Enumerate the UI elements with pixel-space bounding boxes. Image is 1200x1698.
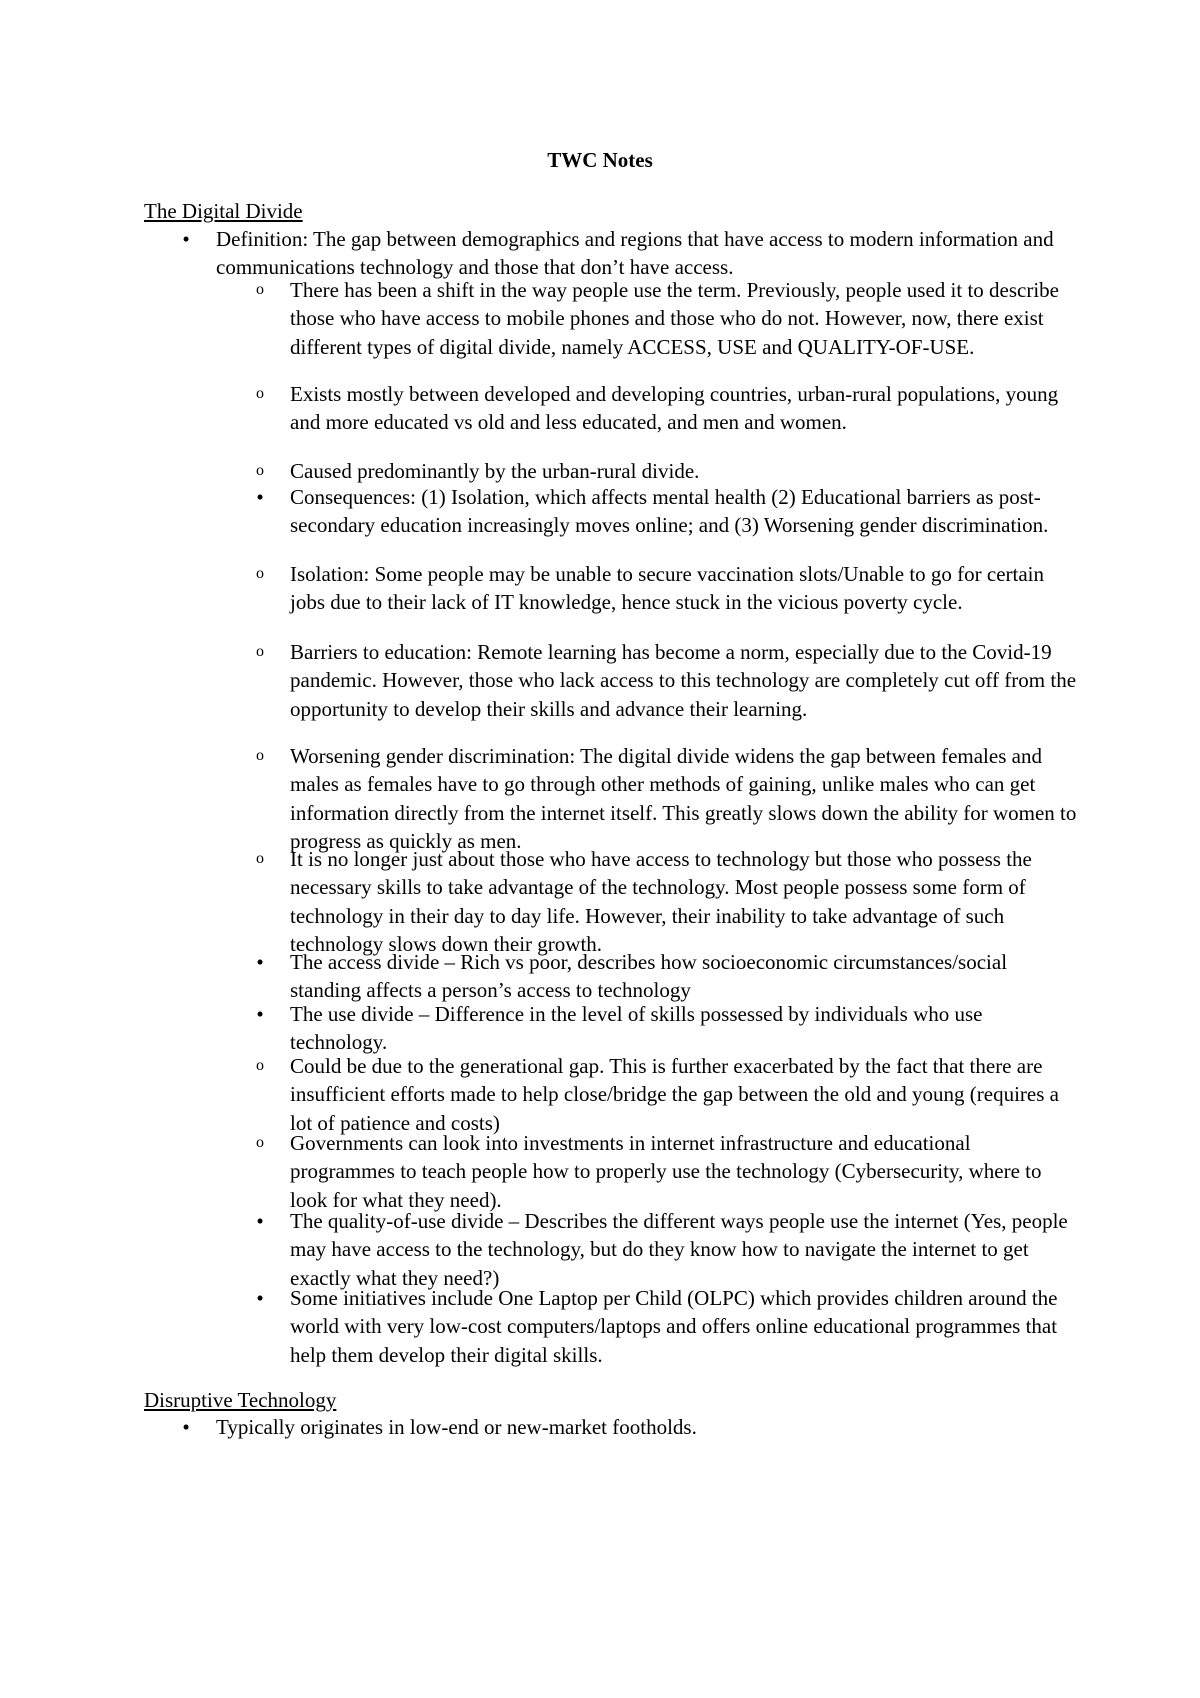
bullet-marker: •	[256, 950, 264, 974]
bullet-marker: •	[182, 1415, 190, 1439]
bullet-marker: •	[256, 1286, 264, 1310]
circle-marker: o	[256, 747, 264, 764]
bullet-marker: •	[256, 485, 264, 509]
list-item: Governments can look into investments in internet infrastructure and educational programmes to teach people how to properly use the technology (Cybersecurity, where to look for what they need).	[290, 1131, 1042, 1212]
list-item: Caused predominantly by the urban-rural divide.	[290, 459, 700, 483]
circle-marker: o	[256, 462, 264, 479]
list-item: Could be due to the generational gap. This is further exacerbated by the fact that there are insufficient efforts made to help close/bridge the gap between the old and young (requires a lot of patience and costs)	[290, 1054, 1059, 1135]
circle-marker: o	[256, 385, 264, 402]
circle-marker: o	[256, 850, 264, 867]
list-item: The use divide – Difference in the level of skills possessed by individuals who use technology.	[290, 1002, 983, 1055]
list-item: Typically originates in low-end or new-market footholds.	[216, 1415, 697, 1439]
bullet-marker: •	[256, 1209, 264, 1233]
list-item: There has been a shift in the way people use the term. Previously, people used it to describe those who have access to mobile phones and those who do not. However, now, there exist different types of digital divide, namely ACCESS, USE and QUALITY-OF-USE.	[290, 278, 1059, 359]
section-heading-disruptive-technology: Disruptive Technology	[144, 1388, 337, 1412]
list-item: The access divide – Rich vs poor, describes how socioeconomic circumstances/social standing affects a person’s access to technology	[290, 950, 1008, 1003]
list-item: Consequences: (1) Isolation, which affects mental health (2) Educational barriers as post-secondary education increasingly moves online; and (3) Worsening gender discrimination.	[290, 485, 1049, 538]
list-item: It is no longer just about those who have access to technology but those who possess the necessary skills to take advantage of the technology. Most people possess some form of technology in their day to day life. However, their inability to take advantage of such technology slows down their growth.	[290, 847, 1032, 956]
circle-marker: o	[256, 281, 264, 298]
bullet-marker: •	[256, 1002, 264, 1026]
document-title: TWC Notes	[547, 148, 653, 172]
bullet-marker: •	[182, 227, 190, 251]
list-item: Worsening gender discrimination: The digital divide widens the gap between females and males as females have to go through other methods of gaining, unlike males who can get information directly from the internet itself. This greatly slows down the ability for women to progress as quickly as men.	[290, 744, 1077, 853]
list-item: Some initiatives include One Laptop per Child (OLPC) which provides children around the world with very low-cost computers/laptops and offers online educational programmes that help them develop their digital skills.	[290, 1286, 1058, 1367]
circle-marker: o	[256, 643, 264, 660]
list-item: The quality-of-use divide – Describes the different ways people use the internet (Yes, people may have access to the technology, but do they know how to navigate the internet to get exactly what they need?)	[290, 1209, 1068, 1290]
list-item: Definition: The gap between demographics and regions that have access to modern information and communications technology and those that don’t have access.	[216, 227, 1054, 280]
circle-marker: o	[256, 1057, 264, 1074]
section-heading-digital-divide: The Digital Divide	[144, 199, 303, 223]
circle-marker: o	[256, 565, 264, 582]
list-item: Isolation: Some people may be unable to secure vaccination slots/Unable to go for certain jobs due to their lack of IT knowledge, hence stuck in the vicious poverty cycle.	[290, 562, 1045, 615]
list-item: Barriers to education: Remote learning has become a norm, especially due to the Covid-19 pandemic. However, those who lack access to this technology are completely cut off from the opportunity to develop their skills and advance their learning.	[290, 640, 1077, 721]
list-item: Exists mostly between developed and developing countries, urban-rural populations, young and more educated vs old and less educated, and men and women.	[290, 382, 1059, 435]
circle-marker: o	[256, 1134, 264, 1151]
